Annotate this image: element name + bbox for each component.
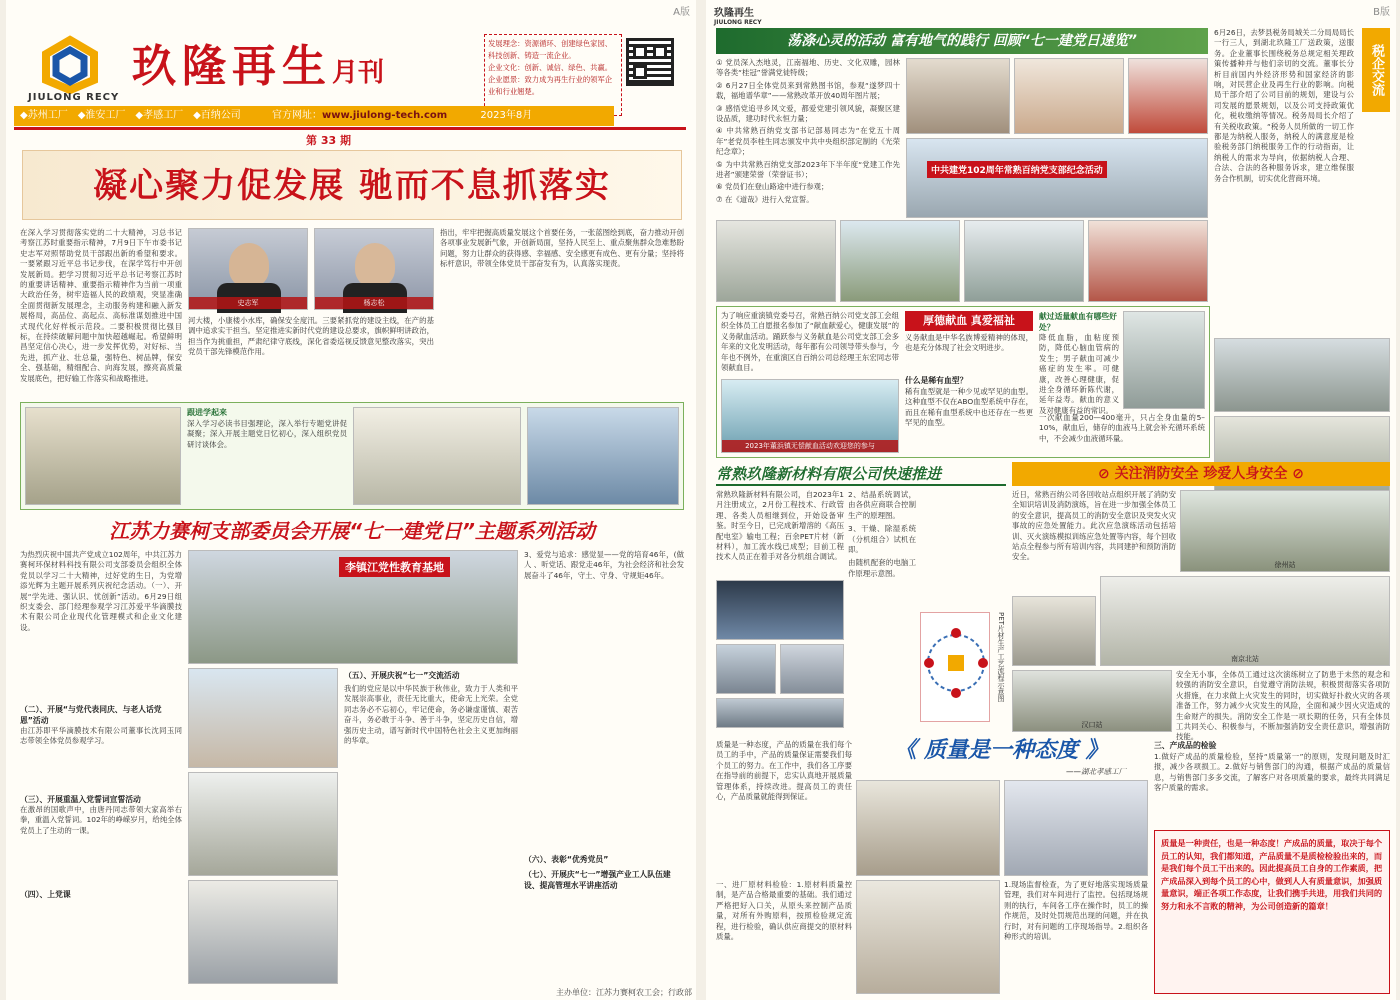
quality-right-heading: 三、产成品的检验	[1154, 741, 1217, 750]
logo-en: JIULONG RECY	[28, 92, 120, 103]
conference-photo	[188, 880, 338, 984]
ceremony-photo-2	[840, 220, 960, 302]
study-box	[20, 402, 684, 510]
process-flow-icon	[921, 613, 991, 723]
list-item: ③ 感悟党追寻乡风文爱，都爱党建引领风貌，凝聚区建设品质，建功时代永恒力量；	[716, 103, 900, 124]
right-article: 指出，牢牢把握高质量发展这个首要任务，一张蓝图绘到底，奋力推动开创各项事业发展新气象，开创新局面，坚持人民至上、重点聚焦群众急难愁盼问题，努力让群众的获得感、幸福感、安全感更有成色、更有分量；坚持将标杆意识，带领全体党员干部奋发有为，认真落实现责。	[440, 228, 684, 269]
list-item: ⑥ 党员们在登山路途中进行参观；	[716, 182, 829, 192]
list-item: ① 党员深入杰地灵，江南福地、历史、文化双雕，园林等各类“桂冠”誉满党徒特级；	[716, 58, 900, 78]
quality-text-3: 1.现场监督检查，为了更好地落实现场质量管理，我们对车间进行了监控。包括现场规则的执行，车间各工序在操作时，员工的操作规范，及时处罚规范出现的问题，并在执行时，对有问题的工序现场指导。2.组织各种形式的培训。	[1004, 880, 1148, 942]
process-diagram	[920, 612, 990, 722]
page-a	[6, 0, 696, 1000]
edition-label-b: B版	[1373, 7, 1390, 18]
fire-photo-4: 汉口站	[1012, 670, 1172, 732]
issue-number: 第 33 期	[306, 134, 351, 147]
machine-photo-1	[716, 644, 776, 694]
info-bar: ◆苏州工厂 ◆淮安工厂 ◆孝感工厂 ◆百纳公司 官方网址：www.jiulong-tech.com 2023年8月	[14, 106, 614, 126]
company-logo	[36, 36, 104, 92]
education-base-photo: 李镇江党性教育基地	[188, 550, 518, 664]
fire-photo-2	[1012, 596, 1096, 666]
quality-photo-1	[856, 780, 1000, 876]
quality-byline: ——湖北孝感工厂	[1066, 767, 1126, 776]
plant-photo	[716, 698, 844, 728]
fire-text: 近日，常熟百纳公司各回收站点组织开展了消防安全知识培训及消防演练，旨在进一步加强全体员工的安全意识，提高员工的消防安全意识及突发火灾事故的应急处置能力。此次应急演练活动包括培训、灭火演练模拟训练应急处置等内容，每个回收站点全程参与所有培训内容，共同建护和预防消防安全。	[1012, 490, 1176, 562]
leader-photo-2: 杨志松	[314, 228, 434, 310]
fire-text-2: 安全无小事，全体员工通过这次演练树立了防患于未然的观念和较强的消防安全意识，自觉遵守消防法规，积极贯彻落实各项防火措施，在力求做上火灾发生的同时，切实做好扑救火灾的各项准备工作，努力减少火灾发生的风险，全面和减少因火灾造成的生命财产的损失。消防安全工作是一项长期的任务，只有全体员工共同关心、积极参与，不断加强消防安全责任意识，增强消防技能。	[1176, 670, 1390, 742]
step-item: 2、结晶系统调试，由各供应商联合控制生产的原理图。	[848, 490, 916, 520]
lead-article: 在深入学习贯彻落实党的二十大精神，习总书记考察江苏时重要指示精神，7月9日下午市委书记史志军对照帮助党员干部跟出新的希望和要求。一要紧跟习近平总书记步伐，在深学笃行中开创发展新局。把学习贯彻习近平总书记考察江苏时的重要讲话精神、重要指示精神作为当前一项重大政治任务，树牢造福人民的政绩观，突显准确全面贯彻新发展理念，主动服务构建和融入新发展格局，高品位、高起点、高标准谋划推进中国式现代化好样板示范段。二要积极贯彻比强目标，在持续破解问题中加快超越崛起。希望鲜明昌坚定信心决心，进一步发挥优势，对好标、当先进，抓产业、壮总量，强特色、树品牌，保安全、强基础，精细配合、向海发展，擦亮高质量发展底色，把好输工作落实和战略推进。	[20, 228, 182, 383]
new-co-text: 常熟玖隆新材料有限公司，自2023年1月注册成立，2月份工程技术、行政管理、各类人员相继到位，开始设备审鉴。时至今日，已完成新增溶的《高压配电室》输电工程；百余PET片材（新材料），加工流水线已成型；目前工程技术人员正在着手对各分机组合调试。	[716, 490, 844, 562]
lecture-photo	[188, 772, 338, 876]
party-banner-photo: 中共建党102周年常熟百纳党支部纪念活动	[906, 138, 1208, 218]
factory-item: ◆百纳公司	[193, 110, 241, 121]
site-url-link[interactable]: www.jiulong-tech.com	[322, 110, 448, 121]
blood-banner-photo: 2023年董浜镇无偿献血活动欢迎您的参与	[721, 379, 899, 453]
quality-photo-2	[1004, 780, 1148, 876]
tax-photo-1	[1214, 338, 1390, 412]
quality-right-text: 1.做好产成品的质量检验，坚持“质量第一”的原则，发现问题及时汇报，减少各项损工。2.做好与销售部门的沟通，根据产成品的质量信息，与销售部门多多交流，了解客户对各项质量的要求，最终共同满足客户质量的需求。	[1154, 752, 1390, 793]
list-item: ⑤ 为中共常熟百纳党支部2023年下半年度“党建工作先进者”颁建荣誉（荣誉证书）；	[716, 159, 900, 180]
exhibit-photo-3	[1128, 58, 1208, 134]
control-panel-photo	[716, 580, 844, 640]
new-co-title: 常熟玖隆新材料有限公司快速推进	[716, 462, 1006, 486]
machine-photo-2	[780, 644, 844, 694]
headline: 凝心聚力促发展 驰而不息抓落实	[22, 150, 682, 220]
section2-col1: 为热烈庆祝中国共产党成立102周年，中共江苏力赛柯环保材料科技有限公司支部委员会组织全体党员以学习二十大精神，过好党的生日，为党增添光辉为主题开展系列庆祝纪念活动。（一）、开展“学先进、强认识、忧创新”活动。6月29日组织支委会、部门经理参观学习江苏爱平华滴膜技术有限公司企业现代化管理模式和企业文化建设。 （二）、开展“与党代表同庆、与老人话党恩”活动 由江苏即平华滴膜技术有限公司董事长沈同玉同志带领全体党员参观学习。 （三）、开展重温入党誓词宣誓活动 在激昂的国歌声中，由唐丹同志带领大家高举右拳，重温入党誓词。102年的峥嵘岁月，给纯全体党员上了生动的一课。 （四）、上党课	[20, 550, 182, 899]
qr-code[interactable]	[626, 38, 674, 86]
factory-item: ◆苏州工厂	[20, 110, 68, 121]
oath-photo	[1088, 220, 1208, 302]
step-item: 由随机配套的电脑工作原理示意图。	[848, 558, 916, 578]
mission-box: 发展理念：资源循环、创建绿色家园、科技创新、铸造一流企业。 企业文化：创新、诚信、绿色、共赢。 企业愿景：致力成为再生行业的领军企业和行业翘楚。	[484, 34, 622, 116]
quality-photo-4	[856, 880, 1000, 994]
page-b	[706, 0, 1396, 1000]
logo-icon	[36, 36, 104, 92]
mid-article: 河大楼，小康楼小水库，确保安全度汛。三要紧抓党的建设主线，在产的基调中追求实干担当。坚定推进实新时代党的建设总要求，旗帜鲜明讲政治，担当作为挑重担，严肃纪律守底线，深化省委巡视反馈意见整改落实，突出党员干部先锋模范作用。	[188, 316, 434, 357]
factory-item: ◆淮安工厂	[77, 110, 126, 121]
small-logo: 玖隆再生 JIULONG RECY	[714, 8, 762, 26]
newspaper-title: 玖隆再生月刊	[132, 41, 385, 92]
quality-title: 《 质量是一种态度 》	[894, 738, 1108, 763]
group-photo	[188, 668, 338, 768]
blood-photo	[1123, 311, 1205, 409]
quality-callout: 质量是一种责任，也是一种态度！产成品的质量，取决于每个员工的认知，我们都知道，产品质量不是质检检验出来的，而是我们每个员工干出来的。因此提高员工自身的工作素质，把产成品深入到每个员工的心中，做到人人有质量意识，加强质量意识，端正各项工作态度，让我们携手共进，用我们共同的努力和永不言败的精神，为公司创造新的篇章！	[1154, 830, 1390, 994]
exhibit-photo-2	[1014, 58, 1124, 134]
fire-photo-3: 南京北站	[1100, 576, 1390, 666]
exhibit-photo-1	[906, 58, 1010, 134]
factory-item: ◆孝感工厂	[135, 110, 184, 121]
factory-list	[20, 110, 251, 121]
blood-title: 厚德献血 真爱福祉	[905, 311, 1033, 331]
edition-label: A版	[673, 7, 690, 18]
list-item: ② 6月27日全体党员来到常熟图书馆，参观“遂梦四十载，福地谱华章”——常熟改革开放40周年图片展；	[716, 80, 900, 101]
list-item: ⑦ 在《道哉》进行入党宣誓。	[716, 194, 814, 204]
section2-title: 江苏力赛柯支部委员会开展“七一建党日”主题系列活动	[109, 519, 595, 543]
pet-label: PET片材生产工艺流程示意图	[997, 612, 1005, 702]
meeting-photo-3	[527, 407, 679, 505]
fire-photo-caption: 徐州站	[1274, 561, 1296, 569]
page-footer: 主办单位：江苏力赛柯农工会；行政部	[556, 988, 692, 997]
tax-column: 6月26日，去梦县税务局城关二分局局局长一行三人，到湖北玖隆工厂送政策，送服务。企业董事长围绕税务总规定相关理政策传播种并与他们亲切的交流。董事长分析目前国内外经济形势和国家经济的影响，对民营企业及再生行业的影响。向税局干部介绍了公司目前的规划，建设与公司发展的愿景规划，以及公司支持政策优化，税收缴纳等情况。税务局局长介绍了有关税收政策。“税务人员所做的一切工作都是为纳税人服务，纳税人的满意度是检验税务部门纳税服务工作的行动指南，让纳税人的需求为导向，依据纳税人合理、合法、合法的各种服务诉求，建立维保服务合作机制，切实优化营商环境。 税企交流	[1214, 28, 1390, 494]
masthead	[14, 22, 686, 130]
quality-text: 质量是一种态度，产品的质量在我们每个员工的手中，产品的质量保证需要我们每个员工的努力。在工作中，我们各工序要在指导前的前提下，忠实认真地开展质量管理体系，持续改进。提高员工的责任心，产品质量就能得到保证。	[716, 740, 852, 802]
fire-warning-icon: ⊘	[1097, 466, 1115, 482]
ceremony-photo-1	[716, 220, 836, 302]
fire-title: ⊘ 关注消防安全 珍爱人身安全 ⊘	[1012, 462, 1390, 486]
leader-photo-1: 史志军	[188, 228, 308, 310]
section2-col3: 3、爱党与追求：感觉显——党的培育46年，(做人 、听党话、跟党走46年，为社会经济和社会发展奋斗了46年，守土、守身、守规矩46年。 （六）、表彰“优秀党员” （七）、开展庆“七一”增强产业工人队伍建设、提高管理水平讲座活动	[524, 550, 684, 890]
meeting-photo-2	[353, 407, 521, 505]
no-fire-icon: ⊘	[1287, 466, 1305, 482]
section2-col2: 李镇江党性教育基地 （五）、开展庆祝“七一”交流活动 我们的党应是以中华民族于秋伟业，致力于人类和平发展崇高事业，责任无比重大，使命无上光荣。全党同志务必不忘初心，牢记使命，务必谦虚谨慎、艰苦奋斗，务必敢于斗争、善于斗争，坚定历史自信，增强历史主动，谱写新时代中国特色社会主义更加绚丽的华章。	[188, 550, 518, 990]
list-item: ④ 中共常熟百纳党支部书记部易同志为“在党五十周年”老党员李桂生同志颁发中共中央组织部定制的《光荣纪念章》；	[716, 126, 900, 157]
box-caption: 跟进学起来	[187, 408, 227, 417]
ceremony-photo-3	[964, 220, 1084, 302]
meeting-photo-1	[25, 407, 181, 505]
sec1-list	[716, 58, 900, 208]
blood-section: 为了响应重演镇党委号召，常熟百纳公司党支部工会组织全体员工自愿报名参加了“献血献爱心，健康发展”的义务献血活动。踊跃参与义务献血是公司党支部工会多年来的文化发明活动，每年都有公司领导带头参与，今年也不例外，在重演区自百纳公司总经理王东宏同志带领献血目。 2023年董浜镇无偿献血活动欢迎您的参与 厚德献血 真爱福祉 什么是稀有血型？ 稀有血型就是一种少见或罕见的血型。这种血型不仅在ABO血型系统中存在，而且在稀有血型系统中也还存在一些更罕见的血型。 义务献血是中华名族博爱精神的体现，也是充分体现了社会文明进步。 献过适量献血有哪些好处？ 降低血脂，血粘度预防，降低心脑血管病的发生；男子献血可减少癌症的发生率。可健康，改善心理健康，促进全身循环新陈代谢，延年益寿。献血的意义及对健康有益的常识。 一次献血量200—400毫升，只占全身血量的5–10%，献血后，储存的血液马上就会补充循环系统中，不会减少血液循环量。	[716, 306, 1210, 458]
quality-text-2: 一、进厂原材料检验：1.原材料质量控制，是产品合格最重要的基础。我们通过严格把好入口关，从原头来控制产品质量，对所有外购原料，按照检验规定流程，进行检验，确认供应商提交的原材料质量。	[716, 880, 852, 942]
side-label: 税企交流	[1362, 28, 1390, 112]
step-item: 3、干燥、除湿系统（分机组合）试机在即。	[848, 524, 916, 555]
fire-photo-top	[1180, 490, 1390, 572]
box-text: 深入学习必读书目强理论，深入举行专题党讲促凝聚；深入开展主题党日忆初心，深入组织党员研讨谈体会。	[187, 419, 347, 449]
sec1-title: 荡涤心灵的活动 富有地气的践行 回顾“七一建党日速览”	[716, 28, 1208, 54]
